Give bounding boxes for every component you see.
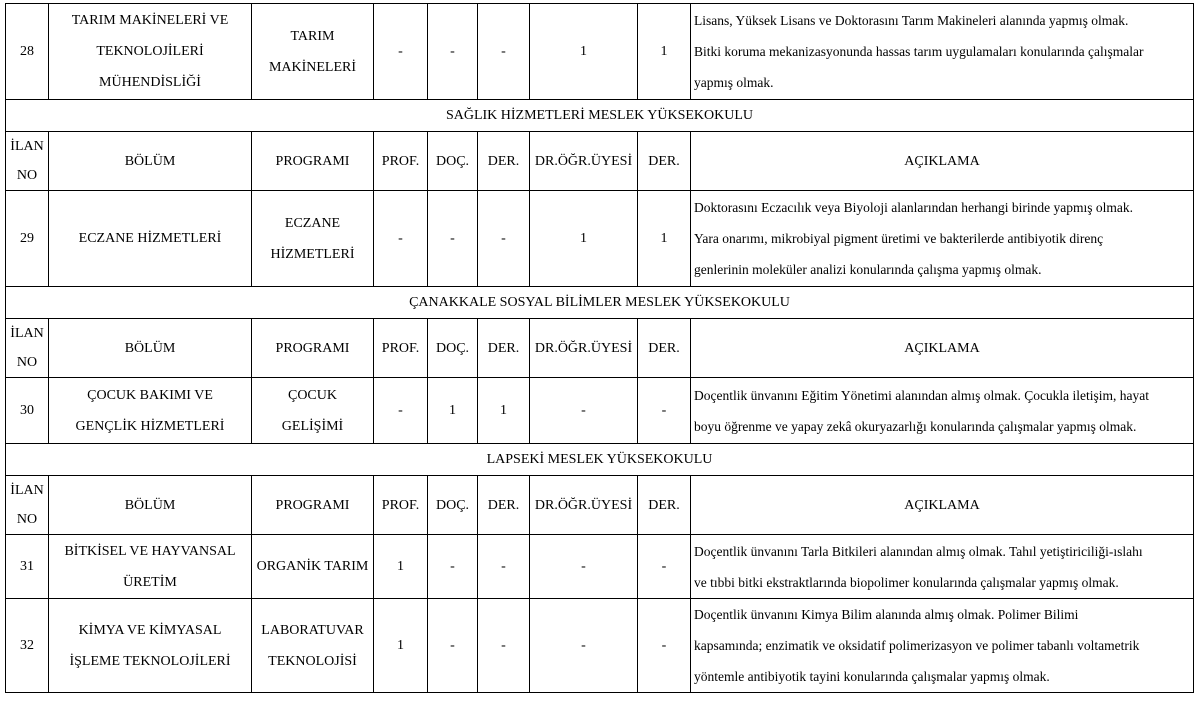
table-row <box>6 378 1194 444</box>
table-row <box>6 599 1194 693</box>
bolum-line: KİMYA VE KİMYASAL <box>78 622 222 638</box>
program-cell <box>252 535 374 599</box>
section-row <box>6 100 1194 132</box>
col-prof: PROF. <box>374 319 428 378</box>
bolum-line: GENÇLİK HİZMETLERİ <box>75 418 225 434</box>
col-programi: PROGRAMI <box>252 132 374 191</box>
col-dr-ogr-uyesi: DR.ÖĞR.ÜYESİ <box>530 319 638 378</box>
program-line: GELİŞİMİ <box>281 418 344 434</box>
aciklama-line: genlerinin moleküler analizi konularında çalışma yapmış olmak. <box>694 262 1042 277</box>
aciklama-line: Doçentlik ünvanını Eğitim Yönetimi alanından almış olmak. Çocukla iletişim, hayat <box>694 387 1150 403</box>
program-cell <box>252 599 374 693</box>
aciklama-line: ve tıbbi bitki ekstraktlarında biopolimer konularında çalışmalar yapmış olmak. <box>694 574 1119 590</box>
bolum-line: ECZANE HİZMETLERİ <box>78 231 222 246</box>
doc-cell: - <box>428 535 478 599</box>
ilan-no-cell: 31 <box>6 535 49 599</box>
ilan-no-cell: 28 <box>6 4 49 100</box>
program-line: MAKİNELERİ <box>268 59 357 75</box>
ilan-no-cell: 30 <box>6 378 49 444</box>
aciklama-line: Lisans, Yüksek Lisans ve Doktorasını Tarım Makineleri alanında yapmış olmak. <box>694 13 1129 28</box>
aciklama-cell <box>691 535 1194 599</box>
bolum-line: ÇOCUK BAKIMI VE <box>87 387 213 403</box>
aciklama-line: yapmış olmak. <box>694 75 774 90</box>
program-line: TARIM <box>290 28 335 44</box>
aciklama-cell <box>691 599 1194 693</box>
col-aciklama: AÇIKLAMA <box>691 132 1194 191</box>
dr-ogr-uyesi-cell: - <box>530 599 638 693</box>
aciklama-line: boyu öğrenme ve yapay zekâ okuryazarlığı konularında çalışmalar yapmış olmak. <box>694 418 1137 434</box>
col-dr-ogr-uyesi: DR.ÖĞR.ÜYESİ <box>530 132 638 191</box>
table-row <box>6 4 1194 100</box>
program-cell <box>252 378 374 444</box>
program-line: ECZANE <box>284 215 341 231</box>
bolum-cell <box>49 378 252 444</box>
col-bolum: BÖLÜM <box>49 476 252 535</box>
col-der2: DER. <box>638 132 691 191</box>
col-programi: PROGRAMI <box>252 319 374 378</box>
dr-ogr-uyesi-cell: - <box>530 378 638 444</box>
der2-cell: - <box>638 535 691 599</box>
bolum-cell <box>49 599 252 693</box>
bolum-cell <box>49 4 252 100</box>
col-bolum: BÖLÜM <box>49 132 252 191</box>
col-ilan-no <box>6 132 49 191</box>
bolum-line: TEKNOLOJİLERİ <box>96 44 204 59</box>
col-prof: PROF. <box>374 476 428 535</box>
dr-ogr-uyesi-cell: 1 <box>530 4 638 100</box>
aciklama-line: Doktorasını Eczacılık veya Biyoloji alanlarından herhangi birinde yapmış olmak. <box>694 200 1134 215</box>
col-der: DER. <box>478 132 530 191</box>
aciklama-line: Doçentlik ünvanını Tarla Bitkileri alanından almış olmak. Tahıl yetiştiriciliği-ıslahı <box>694 543 1143 559</box>
col-der2: DER. <box>638 319 691 378</box>
program-line: HİZMETLERİ <box>270 246 355 262</box>
no-label: NO <box>16 168 38 183</box>
aciklama-cell <box>691 4 1194 100</box>
header-row <box>6 132 1194 191</box>
program-cell <box>252 191 374 287</box>
program-line: ORGANİK TARIM <box>256 559 369 574</box>
bolum-line: TARIM MAKİNELERİ VE <box>71 13 229 28</box>
der-cell: 1 <box>478 378 530 444</box>
col-ilan-no <box>6 319 49 378</box>
col-ilan-no <box>6 476 49 535</box>
program-line: ÇOCUK <box>287 387 337 403</box>
header-row <box>6 476 1194 535</box>
prof-cell: - <box>374 378 428 444</box>
aciklama-line: yöntemle antibiyotik tayini konularında çalışmalar yapmış olmak. <box>694 669 1050 684</box>
aciklama-cell <box>691 378 1194 444</box>
table-row <box>6 191 1194 287</box>
prof-cell: 1 <box>374 599 428 693</box>
ilan-label: İLAN <box>10 483 44 498</box>
program-line: LABORATUVAR <box>261 622 364 638</box>
faculty-position-table <box>5 3 1194 693</box>
col-programi: PROGRAMI <box>252 476 374 535</box>
dr-ogr-uyesi-cell: 1 <box>530 191 638 287</box>
dr-ogr-uyesi-cell: - <box>530 535 638 599</box>
prof-cell: - <box>374 191 428 287</box>
col-bolum: BÖLÜM <box>49 319 252 378</box>
section-title: SAĞLIK HİZMETLERİ MESLEK YÜKSEKOKULU <box>6 100 1194 132</box>
col-der2: DER. <box>638 476 691 535</box>
program-cell <box>252 4 374 100</box>
bolum-line: İŞLEME TEKNOLOJİLERİ <box>69 653 231 669</box>
col-doc: DOÇ. <box>428 476 478 535</box>
aciklama-cell <box>691 191 1194 287</box>
program-line: TEKNOLOJİSİ <box>268 653 357 669</box>
doc-cell: - <box>428 191 478 287</box>
doc-cell: 1 <box>428 378 478 444</box>
prof-cell: 1 <box>374 535 428 599</box>
no-label: NO <box>16 512 38 527</box>
col-der: DER. <box>478 476 530 535</box>
bolum-line: BİTKİSEL VE HAYVANSAL <box>64 543 236 559</box>
col-doc: DOÇ. <box>428 319 478 378</box>
ilan-label: İLAN <box>10 139 44 154</box>
bolum-line: ÜRETİM <box>123 574 177 590</box>
no-label: NO <box>16 355 38 370</box>
col-aciklama: AÇIKLAMA <box>691 319 1194 378</box>
ilan-no-cell: 32 <box>6 599 49 693</box>
table-row <box>6 535 1194 599</box>
section-title: ÇANAKKALE SOSYAL BİLİMLER MESLEK YÜKSEKOKULU <box>6 287 1194 319</box>
der2-cell: 1 <box>638 4 691 100</box>
col-dr-ogr-uyesi: DR.ÖĞR.ÜYESİ <box>530 476 638 535</box>
ilan-no-cell: 29 <box>6 191 49 287</box>
col-prof: PROF. <box>374 132 428 191</box>
der2-cell: 1 <box>638 191 691 287</box>
bolum-cell <box>49 535 252 599</box>
der2-cell: - <box>638 599 691 693</box>
der2-cell: - <box>638 378 691 444</box>
header-row <box>6 319 1194 378</box>
col-doc: DOÇ. <box>428 132 478 191</box>
ilan-label: İLAN <box>10 326 44 341</box>
der-cell: - <box>478 599 530 693</box>
doc-cell: - <box>428 599 478 693</box>
aciklama-line: kapsamında; enzimatik ve oksidatif polimerizasyon ve polimer tabanlı voltametrik <box>694 638 1140 653</box>
der-cell: - <box>478 191 530 287</box>
col-der: DER. <box>478 319 530 378</box>
section-row <box>6 287 1194 319</box>
der-cell: - <box>478 4 530 100</box>
aciklama-line: Bitki koruma mekanizasyonunda hassas tarım uygulamaları konularında çalışmalar <box>694 44 1144 59</box>
bolum-cell <box>49 191 252 287</box>
aciklama-line: Doçentlik ünvanını Kimya Bilim alanında almış olmak. Polimer Bilimi <box>694 607 1079 622</box>
der-cell: - <box>478 535 530 599</box>
doc-cell: - <box>428 4 478 100</box>
col-aciklama: AÇIKLAMA <box>691 476 1194 535</box>
prof-cell: - <box>374 4 428 100</box>
aciklama-line: Yara onarımı, mikrobiyal pigment üretimi ve bakterilerde antibiyotik direnç <box>694 231 1104 246</box>
section-title: LAPSEKİ MESLEK YÜKSEKOKULU <box>6 444 1194 476</box>
section-row <box>6 444 1194 476</box>
bolum-line: MÜHENDİSLİĞİ <box>99 75 201 90</box>
